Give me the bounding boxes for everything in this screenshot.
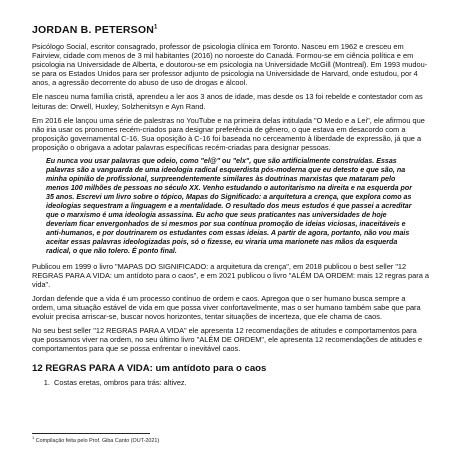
publications-paragraph: Publicou em 1999 o livro "MAPAS DO SIGNIFICADO: a arquitetura da crença", em 2018 publicou o best seller "12 REGRAS PARA A VIDA: um antídoto para o caos", e em 2021 publicou o livro "ALÉM DA ORDEM: mais 12 regras para a vida". (32, 261, 429, 289)
document-title (32, 24, 430, 36)
rules-list (32, 378, 430, 387)
footnote-divider (32, 433, 150, 434)
bestseller-paragraph: No seu best seller "12 REGRAS PARA A VIDA" ele apresenta 12 recomendações de atitudes e comportamentos para que possamos viver na ordem, no seu último livro "ALÉM DE ORDEM", ele apresenta 12 recomendações de atitudes e comportamentos para que se possa enfrentar o inevitável caos. (32, 326, 423, 354)
title-text: JORDAN B. PETERSON (32, 24, 155, 36)
footnote (32, 435, 159, 444)
bio-paragraph: Psicólogo Social, escritor consagrado, professor de psicologia clínica em Toronto. Nasceu em 1962 e cresceu em Fairview, cidade com menos de 3 mil habitantes (2016) no noroeste do Canadá. Formou-se em ciência política e em psicologia na Universidade de Alberta, e doutorou-se em psicologia na Universidade McGill (Montreal). Em 1993 mudou-se para os Estados Unidos para ser professor adjunto de psicologia na Universidade de Harvard, onde estudou, por 4 anos, a agressão decorrente do abuso de uso de drogas e álcool. (32, 42, 428, 88)
order-chaos-paragraph: Jordan defende que a vida é um processo contínuo de ordem e caos. Apregoa que o ser humano busca sempre a ordem, uma situação estável de vida em que possa viver confortavelmente, mas o ser humano também sabe que para evoluir precisa arriscar-se, buscar novos horizontes, tentar situações de incerteza, que ele chama de caos. (32, 293, 421, 321)
title-footnote-ref: 1 (154, 24, 158, 31)
list-item: 1. Costas eretas, ombros para trás: altivez. (52, 378, 430, 387)
footnote-ref: 1 (32, 435, 35, 440)
family-paragraph: Ele nasceu numa família cristã, aprendeu a ler aos 3 anos de idade, mas desde os 13 foi rebelde e contestador com as leituras de: Orwell, Huxley, Solzhenitsyn e Ayn Rand. (32, 92, 423, 111)
section-heading: 12 REGRAS PARA A VIDA: um antídoto para o caos (32, 363, 267, 375)
youtube-paragraph: Em 2016 ele lançou uma série de palestras no YouTube e na primeira delas intitulada "O Medo e a Lei", ele afirmou que não iria usar os pronomes recém-criados para designar preferência de gênero, o que estava em desacordo com a proposição governamental C-16. Sua oposição à C-16 foi baseada no cerceamento à liberdade de expressão, já que a proposição o obrigava a adotar palavras específicas recém-criadas para designar pessoas. (32, 115, 425, 152)
footnote-text: Compilação feita pelo Prof. Giba Canto (OUT-2021) (35, 437, 160, 444)
block-quote: Eu nunca vou usar palavras que odeio, como "el@" ou "elx", que são artificialmente construídas. Essas palavras são a vanguarda de uma ideologia radical esquerdista pós-moderna que eu detesto e que são, na minha opinião de profissional, surpreendentemente similares às doutrinas marxistas que mataram pelo menos 100 milhões de pessoas no século XX. Venho estudando o autoritarismo na direita e na esquerda por 35 anos. Escrevi um livro sobre o tópico, Mapas do Significado: a arquitetura a crença, que explora como as ideologias sequestram a linguagem e a mentalidade. O resultado dos meus estudos é que passei a acreditar que o marxismo é uma ideologia assassina. Eu acho que seus praticantes nas universidades de hoje deveriam ficar envergonhados de si mesmos por sua contínua promoção de ideias viciosas, inaceitáveis e anti-humanos, e por doutrinarem os estudantes com essas ideias. A partir de agora, portanto, não vou mais aceitar essas palavras ideologizadas pois, só o fizesse, eu viraria uma marionete nas mãos da esquerda radical, o que não tolero. É ponto final. (46, 157, 412, 255)
